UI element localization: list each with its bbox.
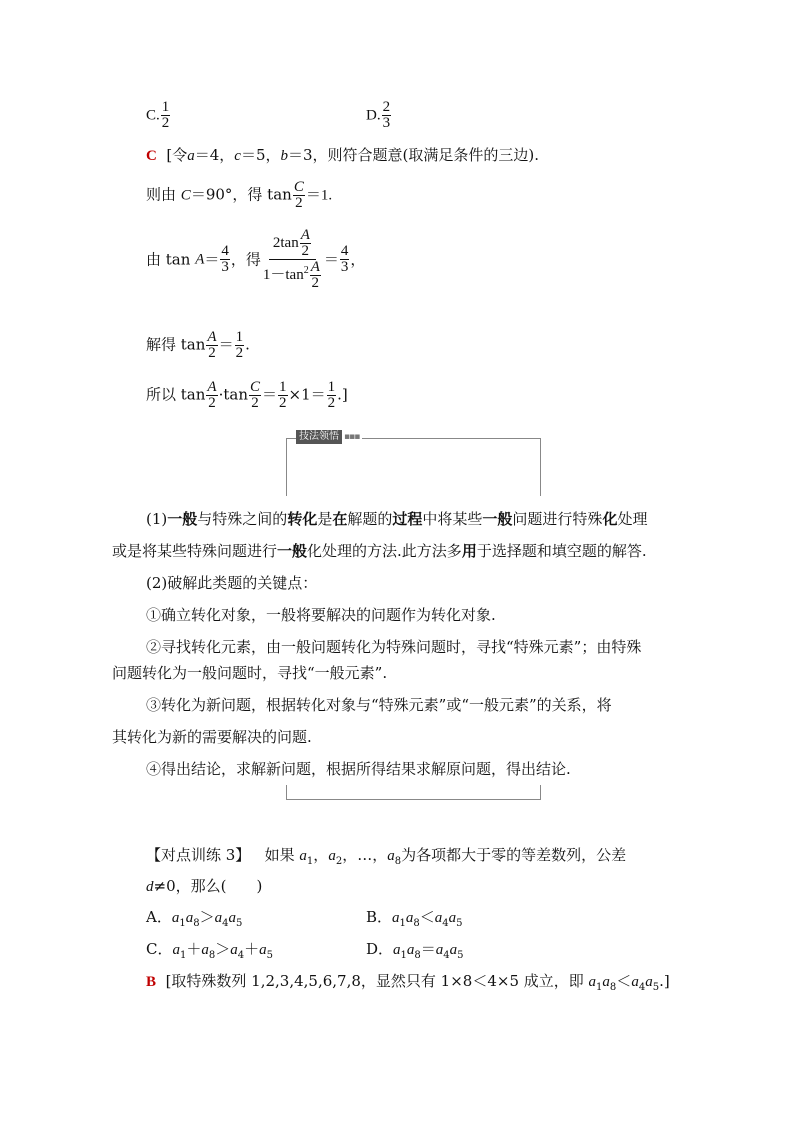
exercise-option-a: A．$a_1a_8>a_4a_5$ [146,908,243,929]
text: 化 [602,510,618,528]
text: ＝5， [240,146,281,164]
exercise-option-b: B．$a_1a_8<a_4a_5$ [366,908,463,929]
exercise-option-c: C．$a_1+a_8>a_4+a_5$ [146,940,274,961]
text: [令 [166,146,188,164]
text: 所以 tan [146,385,206,404]
frac-den: 2 [251,395,259,411]
text: 为各项都大于零的等差数列，公差 [401,846,627,864]
text: 解题的 [347,510,393,528]
frac-num: 4 [340,243,349,259]
fraction [300,228,311,259]
answer-letter: C [146,148,157,164]
var: c [234,148,241,164]
text: ＋ [186,940,202,958]
text: (1) [146,510,168,528]
text: 用 [461,542,477,560]
answer-letter: B [146,974,157,990]
text: ， [350,250,366,269]
text: ＝1. [305,187,333,204]
exercise-option-d: D．$a_1a_8=a_4a_5$ [366,940,464,961]
text: 1－tan [262,266,304,283]
box-para-6: ④得出结论，求解新问题，根据所得结果求解原问题，得出结论. [146,760,571,778]
text: 处理 [617,510,648,528]
text: ＞ [199,908,215,926]
text: ≠0，那么( ) [153,877,263,895]
text: ＝ [218,335,234,354]
solution-line-3 [146,228,365,291]
exercise-title: 【对点训练 3】 [146,846,251,864]
frac-den: 2 [235,345,244,361]
option-d-fraction [382,100,392,131]
text: ＝4， [194,146,235,164]
frac-den: 2 [208,345,216,361]
text: ＝ [262,385,278,404]
solution-line-4 [146,330,250,361]
text: 在 [332,510,348,528]
box-para-1-line-1 [146,509,647,529]
frac-num: 2 [382,99,391,115]
box-para-5-line-1: ③转化为新问题，根据转化对象与“特殊元素”或“一般元素”的关系，将 [146,696,612,714]
frac-num: 1 [161,99,170,115]
box-para-3: ①确立转化对象，一般将要解决的问题作为转化对象. [146,606,496,624]
text: ＝3，则符合题意(取满足条件的三边). [288,146,540,164]
box-para-4-line-2: 问题转化为一般问题时，寻找“一般元素”. [112,664,388,682]
text: ＋ [244,940,260,958]
solution-line-2 [146,180,332,211]
text: ＝ [204,250,220,269]
text: 问题进行特殊 [512,510,603,528]
text: 则由 [146,185,177,204]
big-fraction [262,228,323,291]
frac-den: 3 [340,259,349,275]
option-label: C． [146,940,173,958]
text: 由 tan [146,250,191,269]
solution-line-5 [146,380,348,411]
fraction [278,380,288,411]
option-c-label: C. [146,107,160,124]
box-left-top-border [286,438,287,496]
option-label: B． [366,908,393,926]
box-right-bottom-border [540,785,541,799]
text: ＜ [616,972,632,990]
text: 或是将某些特殊问题进行 [112,542,278,560]
var: a [187,148,195,164]
text: 于选择题和填空题的解答. [476,542,647,560]
big-frac-num [269,228,316,260]
sup: 2 [303,264,309,276]
frac-den: 2 [295,195,303,211]
frac-num: C [249,379,260,395]
text: ＝90°，得 tan [190,185,292,204]
box-left-bottom-border [286,785,287,799]
frac-den: 2 [327,395,336,411]
fraction [220,244,230,275]
fraction [310,260,321,291]
frac-den: 2 [161,115,170,131]
text: 是 [317,510,333,528]
frac-den: 2 [311,275,320,291]
exercise-question-line-1: 【对点训练 3】 如果 $a_1$，$a_2$，…，$a_8$为各项都大于零的等差数列，公差 [146,846,627,867]
fraction [235,330,245,361]
text: 之间的 [242,510,288,528]
exercise-answer: B [取特殊数列 1,2,3,4,5,6,7,8，显然只有 1×8＜4×5 成立，即 $a_1a_8<a_4a_5$.] [146,972,670,993]
tag-label: 技法领悟 [296,430,342,444]
text: . [245,335,250,354]
box-right-top-border [540,438,541,496]
fraction [327,380,337,411]
text: 转化 [287,510,318,528]
box-para-5-line-2: 其转化为新的需要解决的问题. [112,728,312,746]
var: A [195,251,205,268]
text: 解得 tan [146,335,206,354]
frac-num: 4 [221,243,229,259]
text: ＞ [215,940,231,958]
text: 一般 [277,542,308,560]
text: 如果 [264,846,295,864]
var: b [280,148,289,164]
fraction [293,180,305,211]
text: ＝ [323,250,339,269]
frac-num: A [300,227,310,243]
frac-num: A [207,379,217,395]
exercise-question-line-2 [146,876,262,897]
fraction [206,330,217,361]
frac-num: A [207,329,217,345]
frac-num: C [293,179,304,195]
big-frac-den [262,260,323,291]
text: 化处理的方法.此方法多 [307,542,462,560]
text: .] [337,385,348,404]
solution-line-1 [146,145,539,166]
box-para-1-line-2 [112,541,647,561]
frac-den: 2 [208,395,216,411]
text: 过程 [392,510,423,528]
frac-num: 1 [235,329,244,345]
option-c-fraction [161,100,171,131]
box-para-4-line-1: ②寻找转化元素，由一般问题转化为特殊问题时，寻找“特殊元素”；由特殊 [146,638,642,656]
frac-num: A [310,259,320,275]
fraction [340,244,350,275]
text: ×1＝ [288,385,326,404]
option-d-label: D. [366,107,381,124]
frac-den: 3 [221,259,229,275]
text: ＜ [419,908,435,926]
text: ＝ [420,940,436,958]
option-label: A． [146,908,172,926]
option-d-top [366,100,392,131]
frac-den: 2 [301,243,310,259]
text: 一般 [482,510,513,528]
text: 一般 [167,510,198,528]
text: ·tan [218,385,248,404]
text: ，得 [230,250,261,269]
text: [取特殊数列 1,2,3,4,5,6,7,8，显然只有 1×8＜4×5 成立，即 [165,972,584,990]
frac-num: 1 [327,379,336,395]
frac-den: 2 [279,395,287,411]
text: .] [659,972,670,990]
frac-den: 3 [382,115,391,131]
tag-dots: ▪▪▪ [344,432,360,442]
text: 与 [197,510,213,528]
text: 中将某些 [422,510,483,528]
box-para-2: (2)破解此类题的关键点： [146,574,318,592]
fraction [249,380,261,411]
frac-num: 1 [279,379,287,395]
var: C [180,187,191,204]
option-c-top [146,100,171,131]
technique-tag [296,430,362,444]
text: 2tan [272,234,299,251]
option-label: D． [366,940,394,958]
text: 特殊 [212,510,243,528]
var: d [146,879,154,895]
box-bottom-border [286,799,541,800]
fraction [206,380,217,411]
